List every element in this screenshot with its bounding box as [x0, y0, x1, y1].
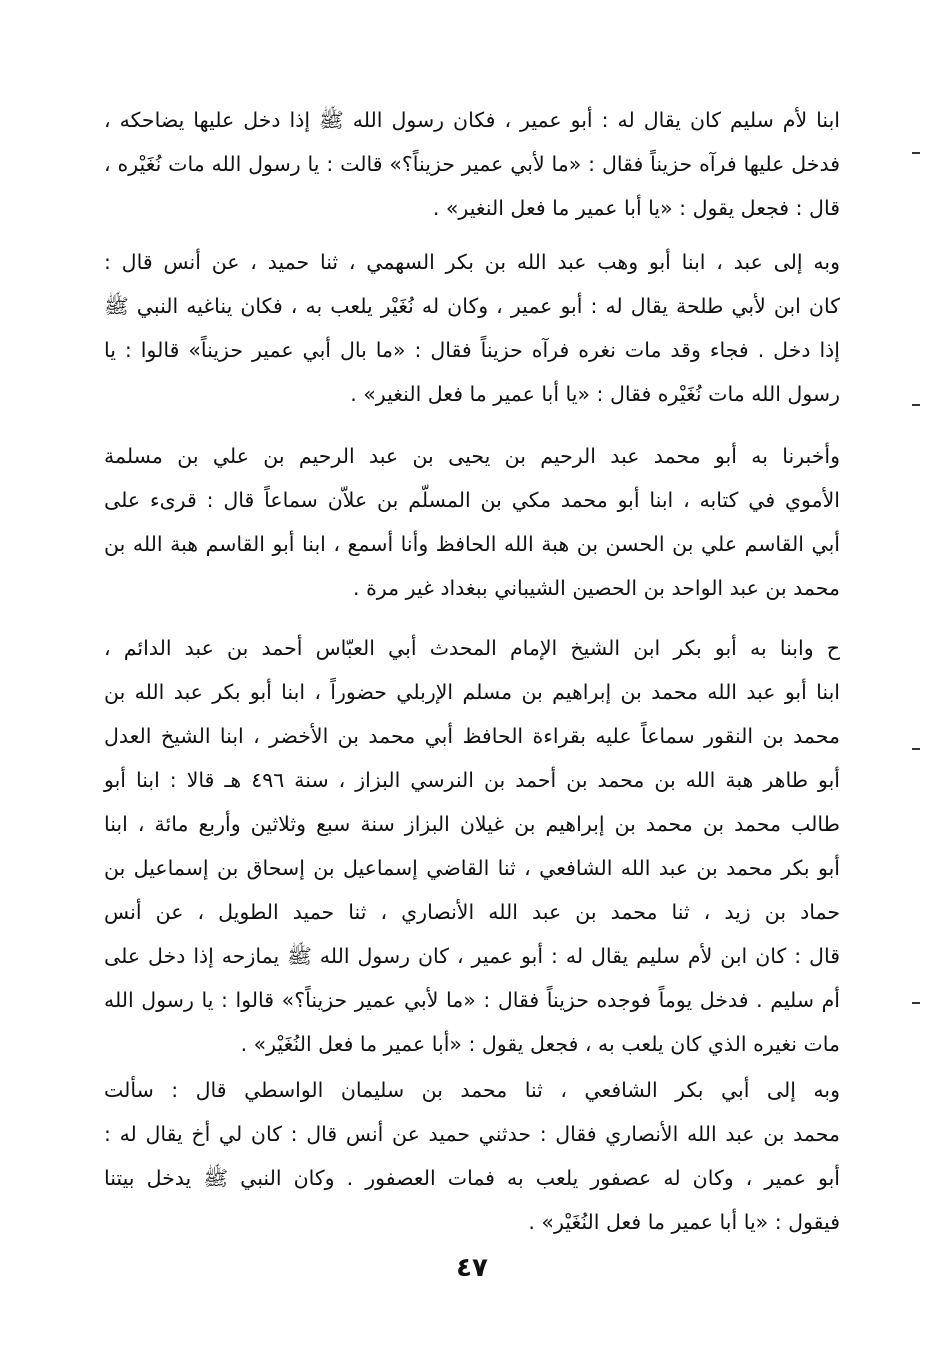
margin-mark	[912, 152, 920, 154]
margin-mark	[912, 748, 920, 750]
text-line: محمد بن النقور سماعاً عليه بقراءة الحافظ أبي محمد بن الأخضر ، ابنا الشيخ العدل	[104, 724, 840, 748]
text-line: أبي القاسم علي بن الحسن بن هبة الله الحافظ وأنا أسمع ، ابنا أبو القاسم هبة الله بن	[104, 532, 840, 556]
document-page	[104, 96, 840, 1346]
paragraph-1	[104, 98, 840, 230]
text-line: محمد بن عبد الواحد بن الحصين الشيباني ببغداد غير مرة .	[353, 576, 840, 600]
margin-mark	[912, 1002, 920, 1004]
text-line: محمد بن عبد الله الأنصاري فقال : حدثني حميد عن أنس قال : كان لي أخ يقال له :	[104, 1122, 840, 1146]
text-line: كان ابن لأبي طلحة يقال له : أبو عمير ، وكان له نُغَيْر يلعب به ، فكان يناغيه النبي ﷺ	[104, 294, 840, 318]
text-line: طالب محمد بن محمد بن إبراهيم بن غيلان البزاز سنة سبع وثلاثين وأربع مائة ، ابنا	[104, 812, 840, 836]
text-line: وبه إلى عبد ، ابنا أبو وهب عبد الله بن بكر السهمي ، ثنا حميد ، عن أنس قال :	[104, 250, 840, 274]
text-line: مات نغيره الذي كان يلعب به ، فجعل يقول : «أبا عمير ما فعل النُغَيْر» .	[240, 1032, 840, 1056]
paragraph-2	[104, 240, 840, 416]
margin-mark	[912, 404, 920, 406]
text-line: أم سليم . فدخل يوماً فوجده حزيناً فقال : «ما لأبي عمير حزيناً؟» قالوا : يا رسول الله	[104, 988, 840, 1012]
text-line: إذا دخل . فجاء وقد مات نغره فرآه حزيناً فقال : «ما بال أبي عمير حزيناً» قالوا : يا	[104, 338, 840, 362]
text-line: الأموي في كتابه ، ابنا أبو محمد مكي بن المسلّم بن علاّن سماعاً قال : قرىء على	[104, 488, 840, 512]
text-line: فيقول : «يا أبا عمير ما فعل النُغَيْر» .	[528, 1210, 840, 1234]
text-line: ابنا لأم سليم كان يقال له : أبو عمير ، فكان رسول الله ﷺ إذا دخل عليها يضاحكه ،	[104, 108, 840, 132]
text-line: ح وابنا به أبو بكر ابن الشيخ الإمام المحدث أبي العبّاس أحمد بن عبد الدائم ،	[104, 636, 840, 660]
text-line: قال : فجعل يقول : «يا أبا عمير ما فعل النغير» .	[432, 196, 840, 220]
text-line: ابنا أبو عبد الله محمد بن إبراهيم بن مسلم الإربلي حضوراً ، ابنا أبو بكر عبد الله بن	[104, 680, 840, 704]
text-line: أبو عمير ، وكان له عصفور يلعب به فمات العصفور . وكان النبي ﷺ يدخل بيتنا	[104, 1166, 840, 1190]
page-number: ٤٧	[456, 1253, 488, 1283]
text-line: رسول الله مات نُغَيْره فقال : «يا أبا عمير ما فعل النغير» .	[350, 382, 840, 406]
text-line: أبو بكر محمد بن عبد الله الشافعي ، ثنا القاضي إسماعيل بن إسحاق بن إسماعيل بن	[104, 856, 840, 880]
paragraph-5	[104, 1068, 840, 1244]
text-line: فدخل عليها فرآه حزيناً فقال : «ما لأبي عمير حزيناً؟» قالت : يا رسول الله مات نُغَيْره ،	[104, 152, 840, 176]
text-line: وأخبرنا به أبو محمد عبد الرحيم بن يحيى بن عبد الرحيم بن علي بن مسلمة	[104, 444, 840, 468]
paragraph-3	[104, 434, 840, 610]
text-line: أبو طاهر هبة الله بن محمد بن أحمد بن النرسي البزاز ، سنة ٤٩٦ هـ قالا : ابنا أبو	[104, 768, 840, 792]
text-line: قال : كان ابن لأم سليم يقال له : أبو عمير ، كان رسول الله ﷺ يمازحه إذا دخل على	[104, 944, 840, 968]
text-line: حماد بن زيد ، ثنا محمد بن عبد الله الأنصاري ، ثنا حميد الطويل ، عن أنس	[104, 900, 840, 924]
text-line: وبه إلى أبي بكر الشافعي ، ثنا محمد بن سليمان الواسطي قال : سألت	[104, 1078, 840, 1102]
paragraph-4	[104, 626, 840, 1066]
